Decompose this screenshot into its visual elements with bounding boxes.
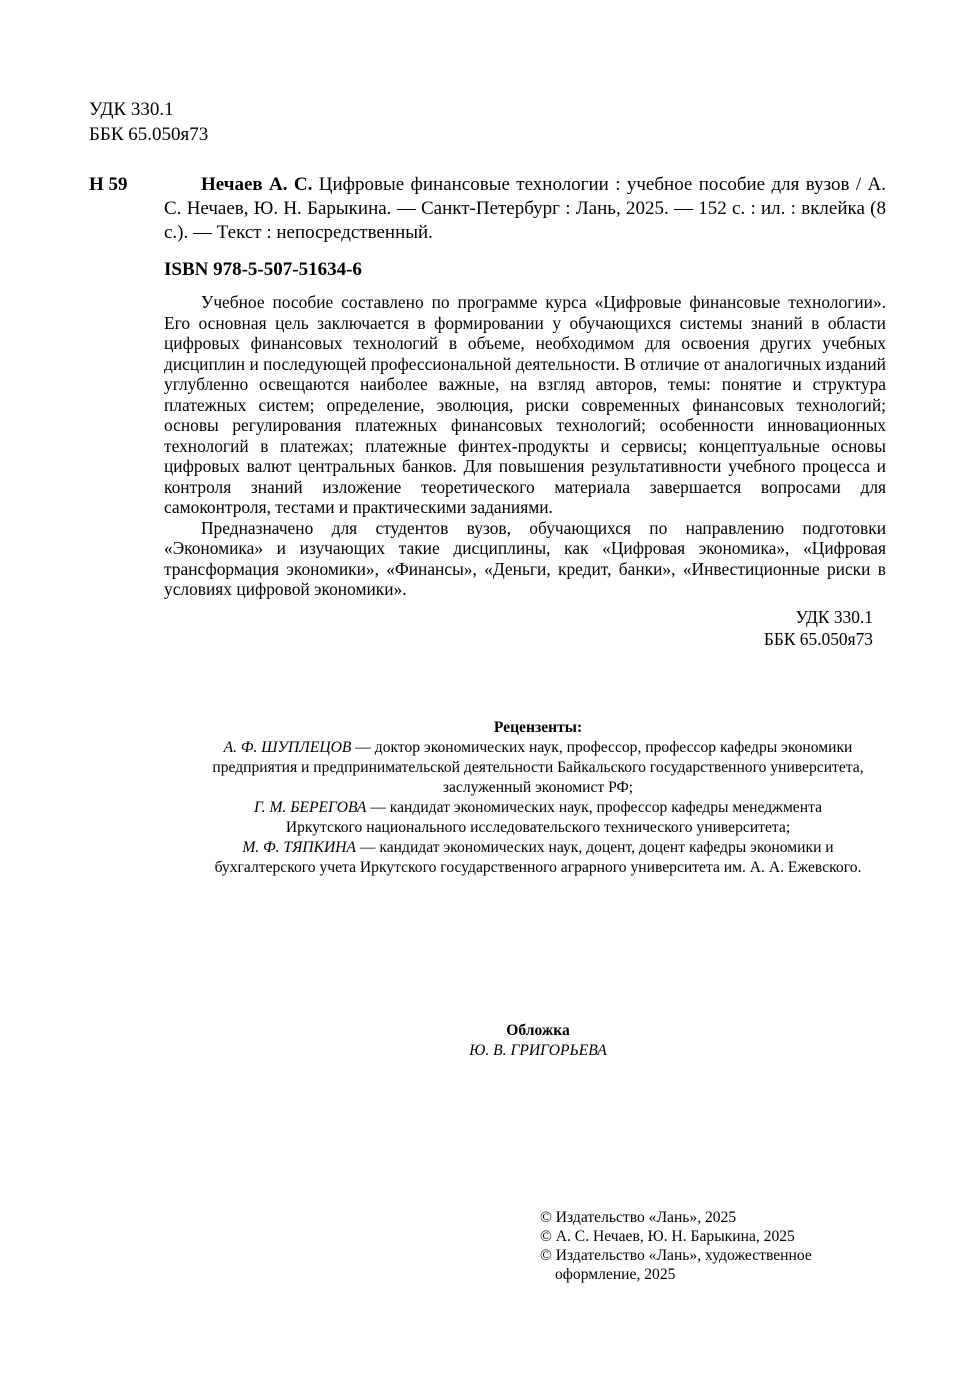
annotation-paragraph-1: Учебное пособие составлено по программе курса «Цифровые финансовые технологии». Его основная цель заключается в формировании у обучающихся системы знаний в области цифровых финансовых технологий в объеме, необходимом для освоения других учебных дисциплин и последующей профессиональной деятельности. В отличие от аналогичных изданий углубленно освещаются наиболее важные, на взгляд авторов, темы: понятие и структура платежных систем; определение, эволюция, риски современных финансовых технологий; основы регулирования платежных финансовых технологий; особенности инновационных технологий в платежах; платежные финтех-продукты и сервисы; концептуальные основы цифровых валют центральных банков. Для повышения результативности учебного процесса и контроля знаний изложение теоретического материала завершается вопросами для самоконтроля, тестами и практическими заданиями. [164, 292, 886, 517]
reviewer-3-line-2: бухгалтерского учета Иркутского государственного аграрного университета им. А. А. Ежевского. [214, 859, 862, 876]
annotation-paragraph-2: Предназначено для студентов вузов, обучающихся по направлению подготовки «Экономика» и изучающих такие дисциплины, как «Цифровая экономика», «Цифровая трансформация экономики», «Финансы», «Деньги, кредит, банки», «Инвестиционные риски в условиях цифровой экономики». [164, 517, 886, 599]
reviewer-3: М. Ф. ТЯПКИНА — кандидат экономических наук, доцент, доцент кафедры экономики и [242, 839, 834, 856]
reviewer-2-name: Г. М. БЕРЕГОВА [253, 799, 367, 816]
copyright-line: © Издательство «Лань», 2025 [540, 1209, 737, 1226]
isbn: ISBN 978-5-507-51634-6 [164, 259, 362, 280]
bibliographic-description: Цифровые финансовые технологии : учебное пособие для вузов / А. С. Нечаев, Ю. Н. Барыкина. — Санкт-Петербург : Лань, 2025. — 152 с. : ил. : вклейка (8 с.). — Текст : непосредственный. [164, 174, 887, 243]
copyright-line: © Издательство «Лань», художественное оформление, 2025 [540, 1247, 812, 1283]
reviewers-heading: Рецензенты: [493, 719, 583, 736]
cover-designer: Ю. В. ГРИГОРЬЕВА [469, 1042, 607, 1059]
copyright-block [540, 1208, 860, 1284]
cover-heading: Обложка [506, 1022, 570, 1039]
reviewer-1-line-2: предприятия и предпринимательской деятельности Байкальского государственного университета, [212, 759, 864, 776]
author-mark: Н 59 [89, 174, 128, 195]
udk-code: УДК 330.1 [89, 99, 174, 120]
footer-classification-codes [700, 606, 873, 650]
reviewer-3-name: М. Ф. ТЯПКИНА [242, 839, 357, 856]
cover-credit [100, 1021, 976, 1061]
reviewer-1-line-3: заслуженный экономист РФ; [442, 779, 634, 796]
reviewer-2-line-2: Иркутского национального исследовательского технического университета; [285, 819, 791, 836]
reviewer-1: А. Ф. ШУПЛЕЦОВ — доктор экономических наук, профессор, профессор кафедры экономики [223, 739, 853, 756]
annotation [164, 292, 886, 600]
author-name: Нечаев А. С. [201, 174, 313, 195]
bbk-code: ББК 65.050я73 [89, 124, 209, 145]
reviewer-2: Г. М. БЕРЕГОВА — кандидат экономических наук, профессор кафедры менеджмента [253, 799, 823, 816]
bbk-code-footer: ББК 65.050я73 [763, 629, 873, 649]
classification-codes [89, 97, 208, 147]
udk-code-footer: УДК 330.1 [795, 607, 873, 627]
reviewers-section [100, 718, 976, 878]
reviewer-1-name: А. Ф. ШУПЛЕЦОВ [223, 739, 352, 756]
bibliographic-record [164, 173, 886, 245]
copyright-line: © А. С. Нечаев, Ю. Н. Барыкина, 2025 [540, 1228, 795, 1245]
